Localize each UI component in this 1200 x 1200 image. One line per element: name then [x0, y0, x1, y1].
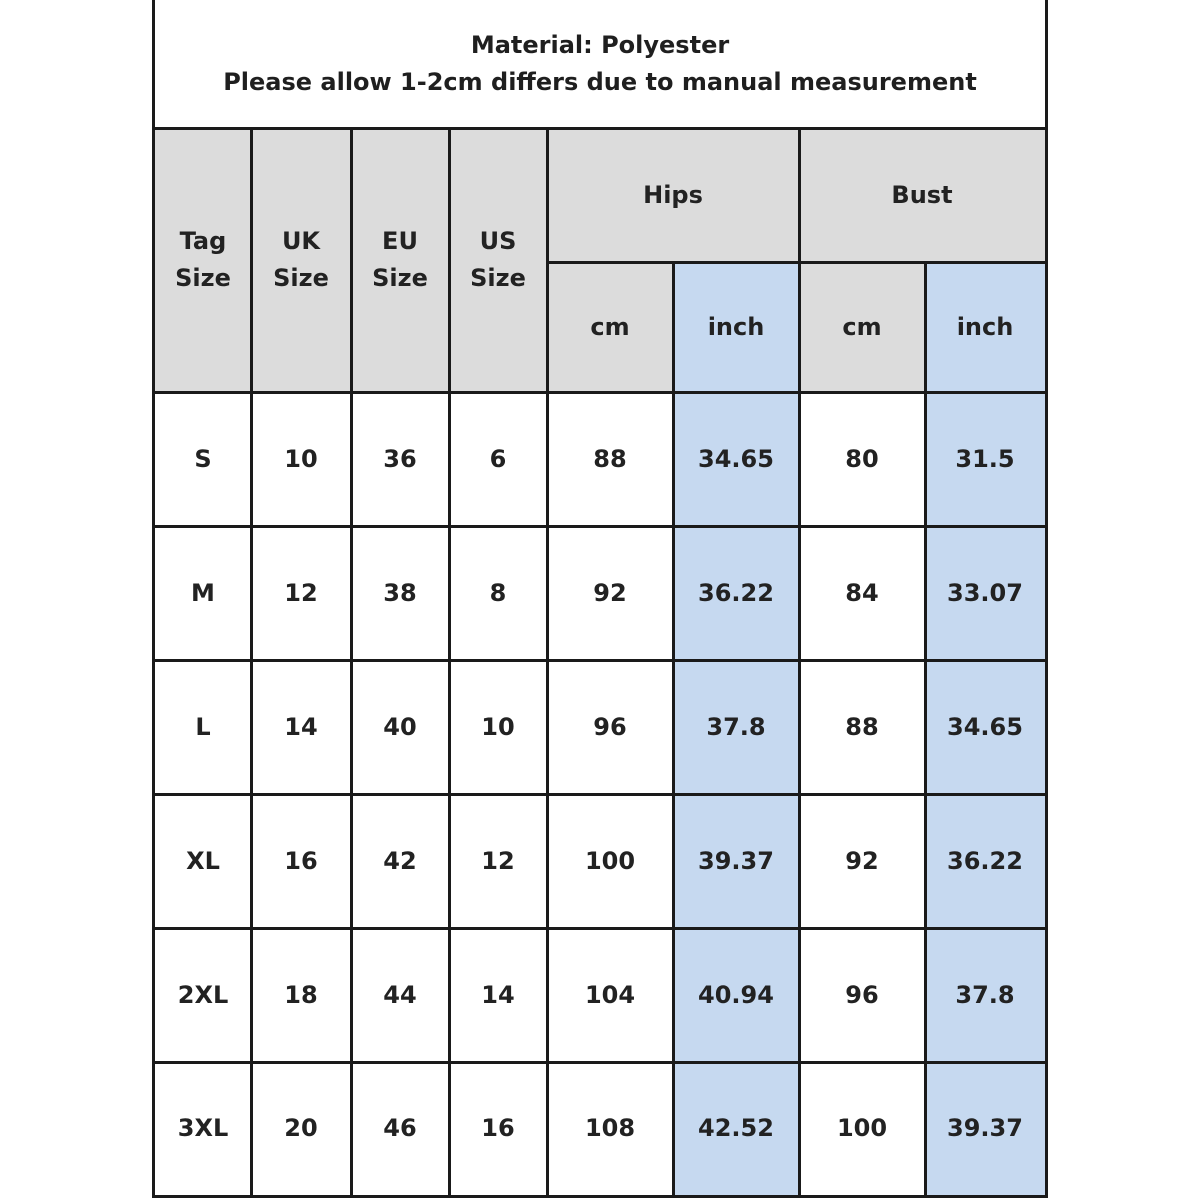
cell-bust-cm — [799, 1062, 925, 1195]
cell-hips-cm — [547, 392, 673, 526]
cell-hips-cm-text: 96 — [593, 712, 627, 741]
grid-line — [547, 261, 1045, 264]
grid-line — [250, 128, 253, 1195]
cell-bust-inch-text: 39.37 — [947, 1114, 1023, 1142]
cell-bust-cm — [799, 392, 925, 526]
cell-eu-size — [351, 526, 449, 660]
cell-hips-inch — [673, 1062, 799, 1195]
cell-eu-size-text: 46 — [383, 1114, 417, 1142]
header-hips — [547, 128, 799, 262]
cell-eu-size — [351, 794, 449, 928]
grid-line — [672, 262, 675, 1195]
cell-tag-size-text: 2XL — [177, 980, 229, 1009]
cell-uk-size — [251, 660, 351, 794]
measurement-note: Please allow 1-2cm differs due to manual measurement — [223, 68, 977, 96]
cell-hips-cm — [547, 660, 673, 794]
grid-line — [155, 127, 1045, 130]
cell-hips-inch-text: 37.8 — [706, 712, 766, 741]
cell-bust-inch — [925, 928, 1045, 1062]
header-tag-size-text: Tag Size — [175, 227, 231, 292]
cell-hips-inch — [673, 794, 799, 928]
cell-hips-cm — [547, 526, 673, 660]
cell-bust-inch-text: 33.07 — [947, 578, 1023, 607]
cell-us-size-text: 14 — [481, 980, 515, 1009]
cell-bust-inch-text: 37.8 — [955, 980, 1015, 1009]
cell-us-size-text: 12 — [481, 846, 515, 875]
chart-header — [155, 0, 1045, 128]
header-bust-inch — [925, 262, 1045, 392]
header-hips-inch — [673, 262, 799, 392]
cell-hips-cm-text: 100 — [584, 846, 636, 875]
cell-eu-size-text: 44 — [383, 980, 417, 1009]
header-hips-inch-text: inch — [707, 312, 765, 341]
cell-hips-inch-text: 39.37 — [698, 846, 774, 875]
cell-uk-size — [251, 928, 351, 1062]
grid-line — [155, 1061, 1045, 1064]
cell-eu-size-text: 36 — [383, 444, 417, 473]
cell-bust-inch — [925, 392, 1045, 526]
header-bust — [799, 128, 1045, 262]
cell-us-size — [449, 1062, 547, 1195]
cell-bust-cm — [799, 794, 925, 928]
cell-eu-size-text: 42 — [383, 846, 417, 875]
cell-eu-size-text: 40 — [383, 712, 417, 741]
cell-bust-inch-text: 34.65 — [947, 712, 1023, 741]
cell-us-size — [449, 392, 547, 526]
grid-line — [350, 128, 353, 1195]
cell-hips-cm — [547, 1062, 673, 1195]
cell-us-size — [449, 526, 547, 660]
cell-us-size-text: 6 — [489, 444, 507, 473]
cell-hips-cm-text: 104 — [584, 980, 636, 1009]
cell-bust-inch — [925, 1062, 1045, 1195]
cell-us-size — [449, 928, 547, 1062]
cell-hips-inch-text: 40.94 — [698, 980, 774, 1009]
cell-us-size-text: 16 — [481, 1114, 515, 1142]
header-eu-size — [351, 128, 449, 392]
header-hips-cm — [547, 262, 673, 392]
cell-uk-size-text: 12 — [284, 578, 318, 607]
cell-hips-inch-text: 34.65 — [698, 444, 774, 473]
grid-line — [155, 927, 1045, 930]
cell-bust-cm-text: 80 — [845, 444, 879, 473]
cell-hips-inch-text: 36.22 — [698, 578, 774, 607]
header-bust-cm — [799, 262, 925, 392]
cell-bust-cm-text: 92 — [845, 846, 879, 875]
grid-line — [448, 128, 451, 1195]
cell-eu-size — [351, 928, 449, 1062]
cell-bust-cm-text: 100 — [836, 1114, 888, 1142]
cell-hips-inch — [673, 928, 799, 1062]
size-chart-table — [152, 0, 1048, 1198]
cell-bust-cm-text: 88 — [845, 712, 879, 741]
cell-uk-size — [251, 794, 351, 928]
cell-bust-cm — [799, 660, 925, 794]
grid-line — [798, 128, 801, 1195]
cell-bust-inch-text: 31.5 — [955, 444, 1015, 473]
cell-eu-size-text: 38 — [383, 578, 417, 607]
grid-line — [155, 659, 1045, 662]
header-bust-cm-text: cm — [842, 312, 882, 341]
cell-us-size — [449, 660, 547, 794]
cell-tag-size — [155, 526, 251, 660]
header-uk-size — [251, 128, 351, 392]
cell-us-size-text: 10 — [481, 712, 515, 741]
grid-line — [546, 128, 549, 1195]
cell-bust-inch — [925, 794, 1045, 928]
cell-uk-size-text: 16 — [284, 846, 318, 875]
header-bust-inch-text: inch — [956, 312, 1014, 341]
grid-line — [155, 525, 1045, 528]
cell-hips-inch-text: 42.52 — [698, 1114, 774, 1142]
header-eu-size-text: EU Size — [372, 227, 428, 292]
cell-uk-size — [251, 392, 351, 526]
cell-hips-cm-text: 92 — [593, 578, 627, 607]
cell-bust-cm — [799, 526, 925, 660]
header-uk-size-text: UK Size — [273, 227, 329, 292]
header-bust-text: Bust — [891, 180, 953, 209]
cell-hips-inch — [673, 660, 799, 794]
header-tag-size — [155, 128, 251, 392]
material-text: Material: Polyester — [470, 31, 730, 59]
cell-bust-cm-text: 96 — [845, 980, 879, 1009]
cell-uk-size-text: 20 — [284, 1114, 318, 1142]
cell-us-size — [449, 794, 547, 928]
cell-tag-size — [155, 928, 251, 1062]
cell-tag-size — [155, 660, 251, 794]
cell-tag-size — [155, 794, 251, 928]
cell-tag-size-text: 3XL — [177, 1114, 229, 1142]
cell-bust-inch — [925, 526, 1045, 660]
cell-tag-size — [155, 392, 251, 526]
grid-line — [155, 793, 1045, 796]
cell-hips-cm — [547, 794, 673, 928]
header-us-size-text: US Size — [470, 227, 526, 292]
cell-bust-cm-text: 84 — [845, 578, 879, 607]
cell-bust-inch-text: 36.22 — [947, 846, 1023, 875]
grid-line — [155, 391, 1045, 394]
cell-uk-size — [251, 1062, 351, 1195]
cell-uk-size-text: 14 — [284, 712, 318, 741]
cell-eu-size — [351, 1062, 449, 1195]
cell-eu-size — [351, 660, 449, 794]
cell-tag-size — [155, 1062, 251, 1195]
cell-tag-size-text: L — [195, 712, 211, 741]
cell-tag-size-text: S — [194, 444, 212, 473]
cell-uk-size-text: 10 — [284, 444, 318, 473]
cell-hips-cm-text: 108 — [584, 1114, 636, 1142]
header-hips-cm-text: cm — [590, 312, 630, 341]
cell-tag-size-text: M — [191, 578, 215, 607]
cell-tag-size-text: XL — [186, 846, 220, 875]
cell-eu-size — [351, 392, 449, 526]
cell-hips-cm — [547, 928, 673, 1062]
cell-bust-inch — [925, 660, 1045, 794]
cell-bust-cm — [799, 928, 925, 1062]
cell-hips-inch — [673, 526, 799, 660]
header-us-size — [449, 128, 547, 392]
cell-uk-size — [251, 526, 351, 660]
header-hips-text: Hips — [643, 180, 703, 209]
cell-uk-size-text: 18 — [284, 980, 318, 1009]
cell-hips-cm-text: 88 — [593, 444, 627, 473]
grid-line — [924, 262, 927, 1195]
cell-hips-inch — [673, 392, 799, 526]
cell-us-size-text: 8 — [489, 578, 507, 607]
